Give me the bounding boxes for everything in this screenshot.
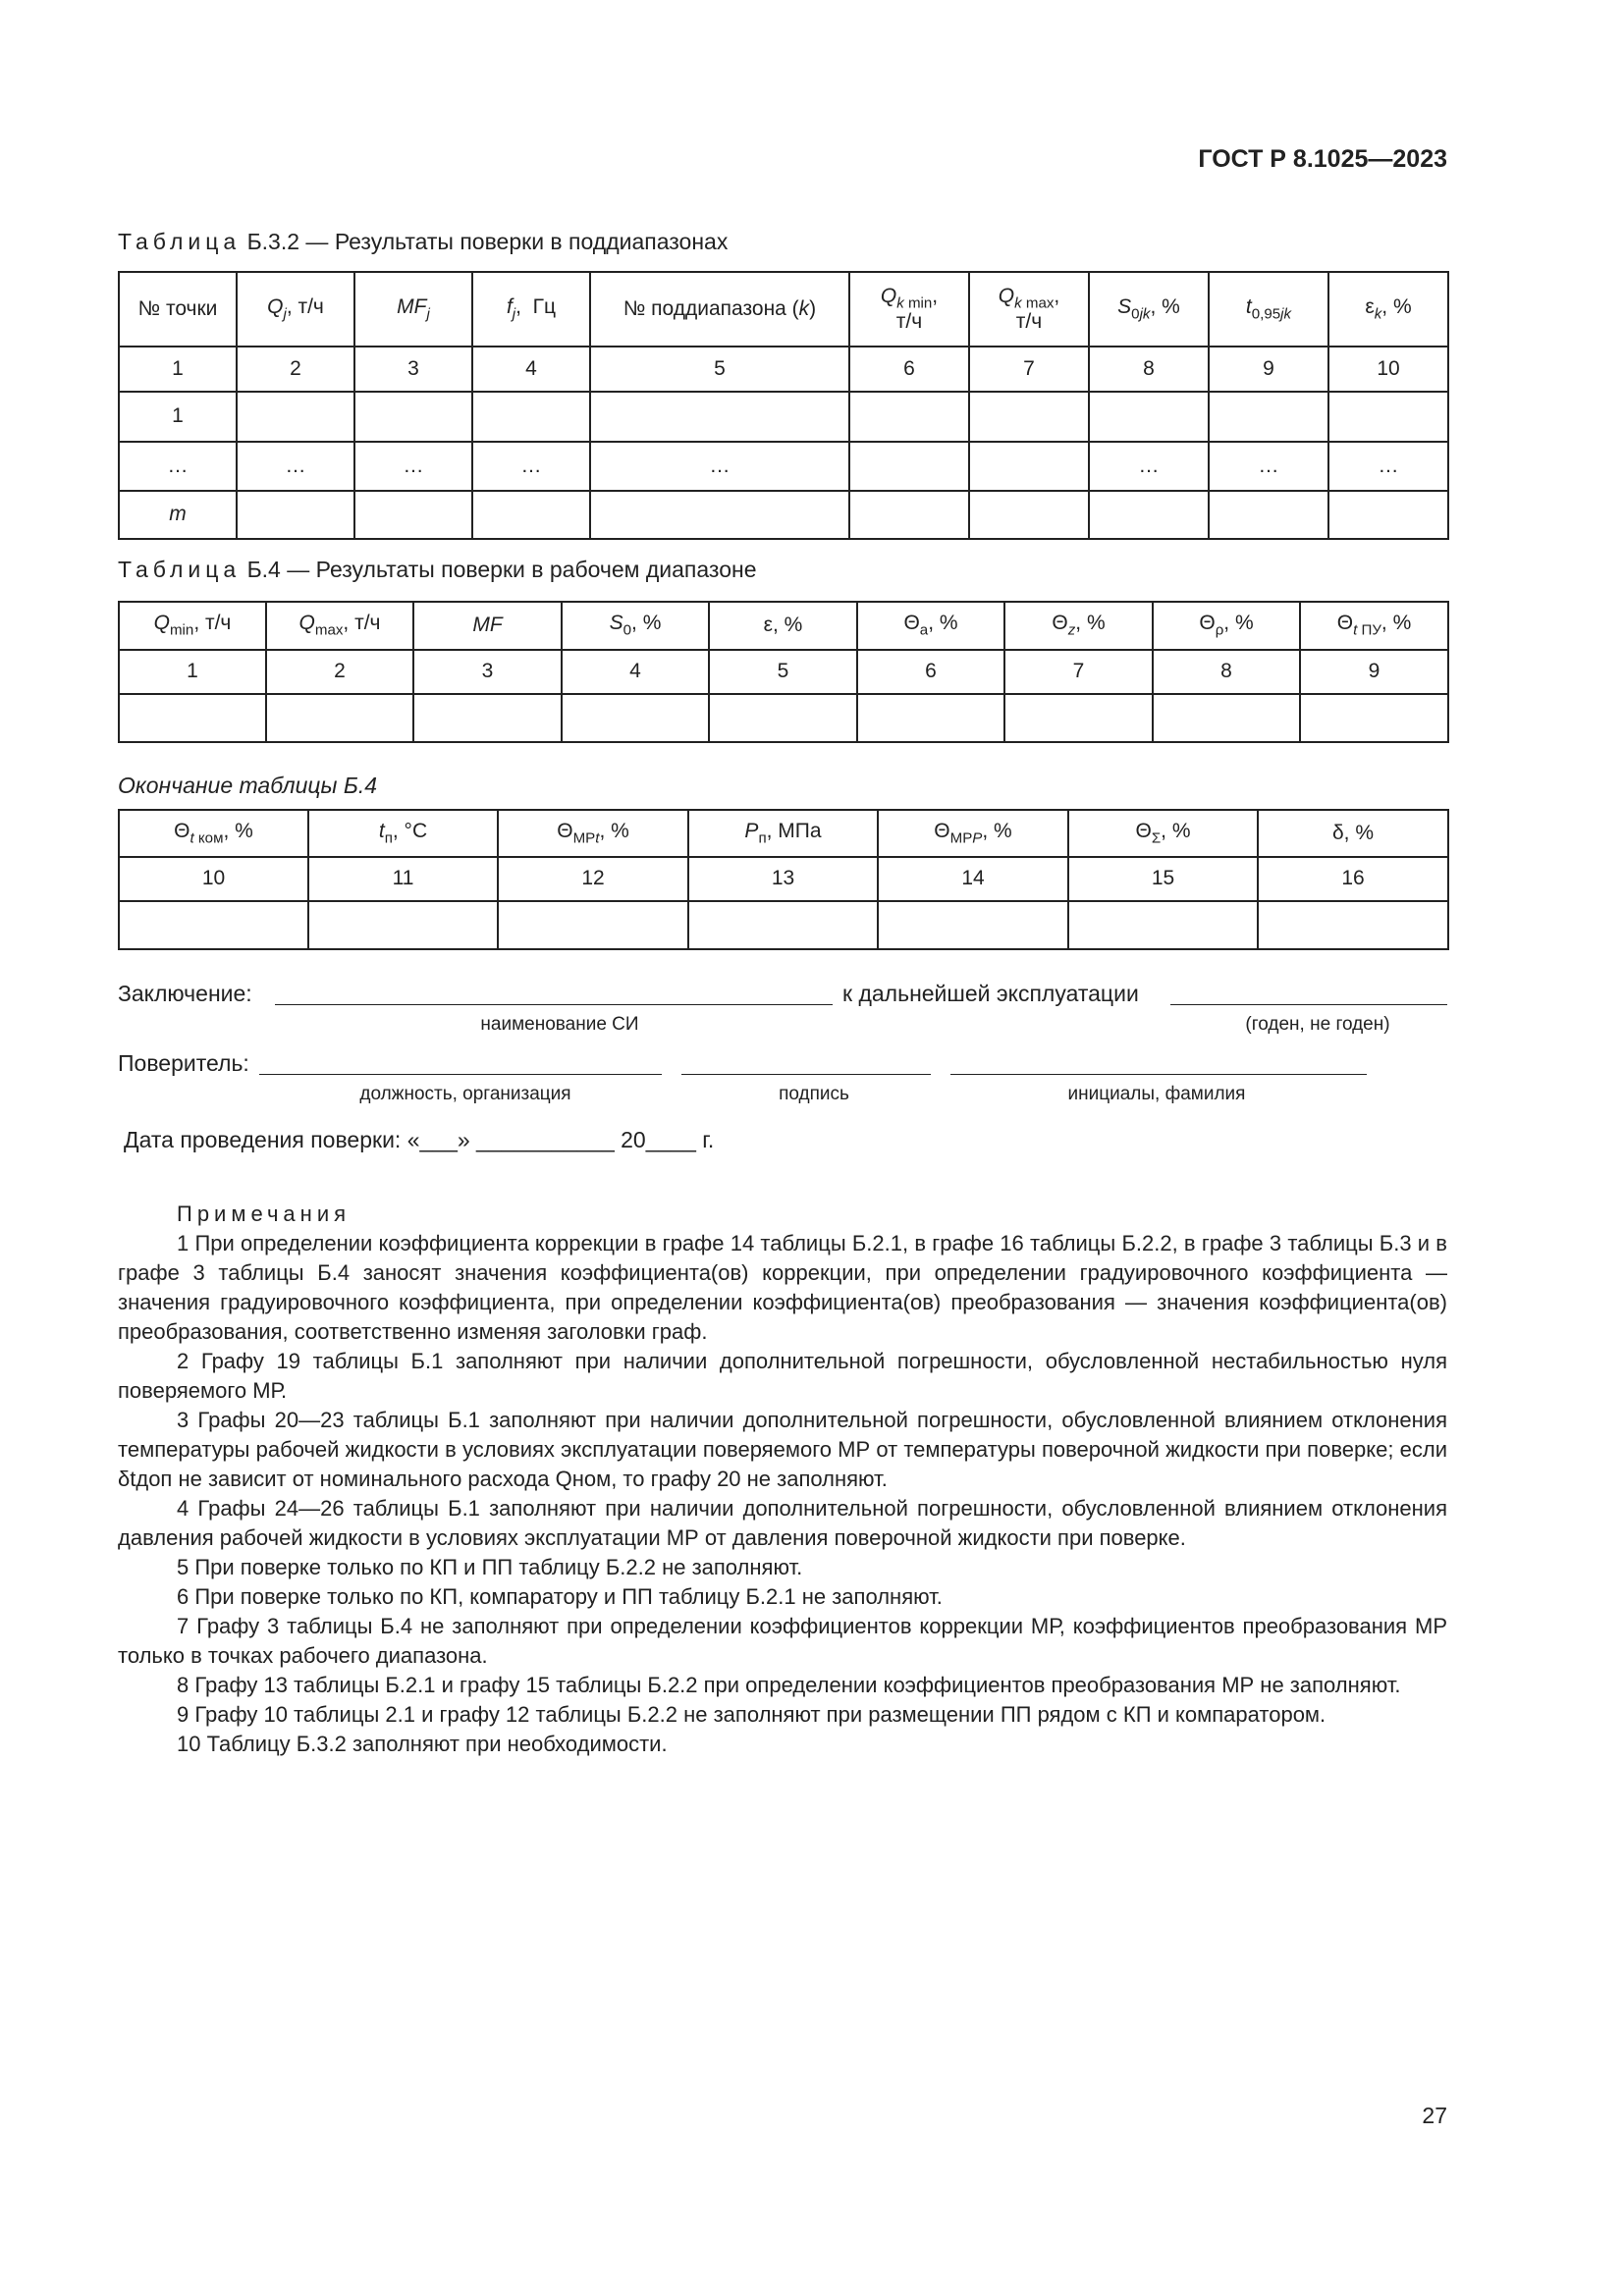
col-header: $\Theta_\rho$, % bbox=[1153, 602, 1300, 650]
table-row bbox=[119, 442, 1448, 491]
col-header: $Q_{k min}$, т/ч bbox=[849, 272, 969, 347]
initials-caption: инициалы, фамилия bbox=[1067, 1084, 1246, 1104]
col-number: 11 bbox=[308, 857, 498, 901]
fitness-caption: (годен, не годен) bbox=[1245, 1014, 1390, 1035]
caption-text: Б.3.2 — Результаты поверки в поддиапазонах bbox=[246, 229, 729, 254]
table-cell bbox=[308, 901, 498, 949]
table-b4-caption bbox=[118, 557, 757, 583]
col-number: 1 bbox=[119, 347, 237, 392]
col-number: 15 bbox=[1068, 857, 1258, 901]
table-cell bbox=[1068, 901, 1258, 949]
note-item: 9 Графу 10 таблицы 2.1 и графу 12 таблицы Б.2.2 не заполняют при размещении ПП рядом с КП и компаратором. bbox=[177, 1702, 1326, 1727]
col-number: 14 bbox=[878, 857, 1068, 901]
table-cell bbox=[878, 901, 1068, 949]
col-number: 4 bbox=[562, 650, 709, 694]
col-header: $f_j$, Гц bbox=[472, 272, 590, 347]
col-number: 5 bbox=[709, 650, 857, 694]
verifier-initials-field[interactable] bbox=[950, 1074, 1367, 1075]
verifier-position-field[interactable] bbox=[259, 1074, 662, 1075]
si-name-field[interactable] bbox=[275, 1004, 833, 1005]
table-cell bbox=[237, 491, 354, 539]
note-item: 6 При поверке только по КП, компаратору и ПП таблицу Б.2.1 не заполняют. bbox=[177, 1584, 943, 1609]
table-cell bbox=[498, 901, 688, 949]
table-cell: … bbox=[590, 442, 849, 491]
table-cell bbox=[354, 491, 472, 539]
standard-designation: ГОСТ Р 8.1025—2023 bbox=[1198, 145, 1447, 173]
table-cell bbox=[969, 442, 1089, 491]
col-number: 10 bbox=[1328, 347, 1448, 392]
table-cell bbox=[119, 901, 308, 949]
table-header-row bbox=[119, 810, 1448, 857]
col-number: 7 bbox=[969, 347, 1089, 392]
note-item: 5 При поверке только по КП и ПП таблицу Б.2.2 не заполняют. bbox=[177, 1555, 803, 1579]
table-cell bbox=[1089, 491, 1209, 539]
table-cell bbox=[969, 491, 1089, 539]
table-cell: … bbox=[1209, 442, 1328, 491]
col-header: ε, % bbox=[709, 602, 857, 650]
verifier-label: Поверитель: bbox=[118, 1050, 249, 1076]
page-number: 27 bbox=[1422, 2103, 1447, 2128]
col-number: 7 bbox=[1004, 650, 1153, 694]
verification-date: Дата проведения поверки: «___» ___________ 20____ г. bbox=[124, 1127, 715, 1152]
table-cell bbox=[590, 392, 849, 442]
col-header: $Q_{k max}$, т/ч bbox=[969, 272, 1089, 347]
col-header: $Q_{min}$, т/ч bbox=[119, 602, 266, 650]
col-number: 3 bbox=[413, 650, 562, 694]
col-number: 8 bbox=[1089, 347, 1209, 392]
col-number: 4 bbox=[472, 347, 590, 392]
col-header: $t_п$, °С bbox=[308, 810, 498, 857]
verifier-signature-field[interactable] bbox=[681, 1074, 931, 1075]
col-number: 3 bbox=[354, 347, 472, 392]
table-cell bbox=[849, 442, 969, 491]
table-b32-caption bbox=[118, 229, 728, 255]
col-header: $S_0$, % bbox=[562, 602, 709, 650]
col-header: $\Theta_{t ком}$, % bbox=[119, 810, 308, 857]
table-cell: m bbox=[119, 491, 237, 539]
column-number-row bbox=[119, 347, 1448, 392]
note-item: 4 Графы 24—26 таблицы Б.1 заполняют при наличии дополнительной погрешности, обусловленной влиянием отклонения давления рабочей жидкости в условиях эксплуатации МР от давления поверочной жидкости при поверке. bbox=[118, 1496, 1447, 1550]
col-header: $\Theta_{t ПУ}$, % bbox=[1300, 602, 1448, 650]
table-row bbox=[119, 392, 1448, 442]
note-item: 2 Графу 19 таблицы Б.1 заполняют при наличии дополнительной погрешности, обусловленной нестабильностью нуля поверяемого МР. bbox=[118, 1349, 1447, 1403]
col-number: 1 bbox=[119, 650, 266, 694]
table-row bbox=[119, 694, 1448, 742]
table-cell: … bbox=[237, 442, 354, 491]
col-number: 16 bbox=[1258, 857, 1448, 901]
table-cell bbox=[1209, 392, 1328, 442]
col-header: $S_{0jk}$, % bbox=[1089, 272, 1209, 347]
col-header: $\Theta_{МРP}$, % bbox=[878, 810, 1068, 857]
table-cell bbox=[849, 392, 969, 442]
col-number: 5 bbox=[590, 347, 849, 392]
table-b4 bbox=[118, 601, 1449, 743]
caption-word: Таблица bbox=[118, 557, 242, 582]
table-cell bbox=[1328, 491, 1448, 539]
table-cell: … bbox=[1089, 442, 1209, 491]
table-cell bbox=[857, 694, 1004, 742]
table-cell bbox=[562, 694, 709, 742]
col-number: 9 bbox=[1300, 650, 1448, 694]
table-cell bbox=[709, 694, 857, 742]
table-cell: … bbox=[472, 442, 590, 491]
table-cell bbox=[1004, 694, 1153, 742]
table-cell: … bbox=[1328, 442, 1448, 491]
col-number: 2 bbox=[266, 650, 413, 694]
position-caption: должность, организация bbox=[359, 1084, 571, 1104]
fitness-field[interactable] bbox=[1170, 1004, 1447, 1005]
col-number: 8 bbox=[1153, 650, 1300, 694]
signature-caption: подпись bbox=[779, 1084, 849, 1104]
table-cell bbox=[1258, 901, 1448, 949]
col-number: 12 bbox=[498, 857, 688, 901]
col-header: $P_п$, МПа bbox=[688, 810, 878, 857]
table-cell bbox=[119, 694, 266, 742]
caption-word: Таблица bbox=[118, 229, 242, 254]
col-header: $\Theta_\Sigma$, % bbox=[1068, 810, 1258, 857]
table-cell bbox=[1328, 392, 1448, 442]
col-number: 6 bbox=[857, 650, 1004, 694]
table-cell bbox=[413, 694, 562, 742]
table-cell bbox=[849, 491, 969, 539]
table-row bbox=[119, 901, 1448, 949]
table-cell bbox=[1153, 694, 1300, 742]
table-cell: 1 bbox=[119, 392, 237, 442]
col-header: MF bbox=[413, 602, 562, 650]
note-item: 10 Таблицу Б.3.2 заполняют при необходимости. bbox=[177, 1732, 668, 1756]
col-number: 13 bbox=[688, 857, 878, 901]
note-item: 3 Графы 20—23 таблицы Б.1 заполняют при наличии дополнительной погрешности, обусловленной влиянием отклонения температуры рабочей жидкости в условиях эксплуатации поверяемого МР от температуры поверочной жидкости при поверке; если δtдоп не зависит от номинального расхода Qном, то графу 20 не заполняют. bbox=[118, 1408, 1447, 1491]
col-header: $\Theta_а$, % bbox=[857, 602, 1004, 650]
table-cell bbox=[354, 392, 472, 442]
col-header: δ, % bbox=[1258, 810, 1448, 857]
column-number-row bbox=[119, 650, 1448, 694]
column-number-row bbox=[119, 857, 1448, 901]
col-header: $\Theta_z$, % bbox=[1004, 602, 1153, 650]
table-header-row bbox=[119, 602, 1448, 650]
table-cell bbox=[472, 491, 590, 539]
table-b4-end-caption: Окончание таблицы Б.4 bbox=[118, 773, 378, 798]
table-cell bbox=[237, 392, 354, 442]
notes-section bbox=[118, 1200, 1447, 1759]
si-name-caption: наименование СИ bbox=[480, 1014, 639, 1035]
col-number: 9 bbox=[1209, 347, 1328, 392]
table-cell bbox=[1300, 694, 1448, 742]
col-header: $\varepsilon_k$, % bbox=[1328, 272, 1448, 347]
table-cell bbox=[1209, 491, 1328, 539]
table-cell bbox=[472, 392, 590, 442]
table-cell bbox=[1089, 392, 1209, 442]
col-header: $Q_j$, т/ч bbox=[237, 272, 354, 347]
col-header: $Q_{max}$, т/ч bbox=[266, 602, 413, 650]
table-header-row bbox=[119, 272, 1448, 347]
conclusion-label: Заключение: bbox=[118, 981, 252, 1006]
col-header: № точки bbox=[119, 272, 237, 347]
caption-text: Б.4 — Результаты поверки в рабочем диапазоне bbox=[246, 557, 757, 582]
col-header: $t_{0,95jk}$ bbox=[1209, 272, 1328, 347]
col-number: 6 bbox=[849, 347, 969, 392]
table-cell: … bbox=[119, 442, 237, 491]
table-b4-end bbox=[118, 809, 1449, 950]
col-number: 2 bbox=[237, 347, 354, 392]
table-cell: … bbox=[354, 442, 472, 491]
note-item: 8 Графу 13 таблицы Б.2.1 и графу 15 таблицы Б.2.2 при определении коэффициентов преобразования МР не заполняют. bbox=[177, 1673, 1401, 1697]
table-row bbox=[119, 491, 1448, 539]
table-cell bbox=[969, 392, 1089, 442]
note-item: 7 Графу 3 таблицы Б.4 не заполняют при определении коэффициентов коррекции МР, коэффициентов преобразования МР только в точках рабочего диапазона. bbox=[118, 1614, 1447, 1668]
table-cell bbox=[266, 694, 413, 742]
table-cell bbox=[688, 901, 878, 949]
col-header: № поддиапазона (k) bbox=[590, 272, 849, 347]
table-cell bbox=[590, 491, 849, 539]
note-item: 1 При определении коэффициента коррекции в графе 14 таблицы Б.2.1, в графе 16 таблицы Б.2.2, в графе 3 таблицы Б.3 и в графе 3 таблицы Б.4 заносят значения коэффициента(ов) коррекции, при определении градуировочного коэффициента — значения градуировочного коэффициента, при определении коэффициента(ов) преобразования — значения коэффициента(ов) преобразования, соответственно изменяя заголовки граф. bbox=[118, 1231, 1447, 1344]
notes-heading: Примечания bbox=[177, 1201, 352, 1226]
col-header: $\Theta_{МРt}$, % bbox=[498, 810, 688, 857]
operation-text: к дальнейшей эксплуатации bbox=[842, 981, 1139, 1006]
col-header: $MF_j$ bbox=[354, 272, 472, 347]
col-number: 10 bbox=[119, 857, 308, 901]
table-b32 bbox=[118, 271, 1449, 540]
